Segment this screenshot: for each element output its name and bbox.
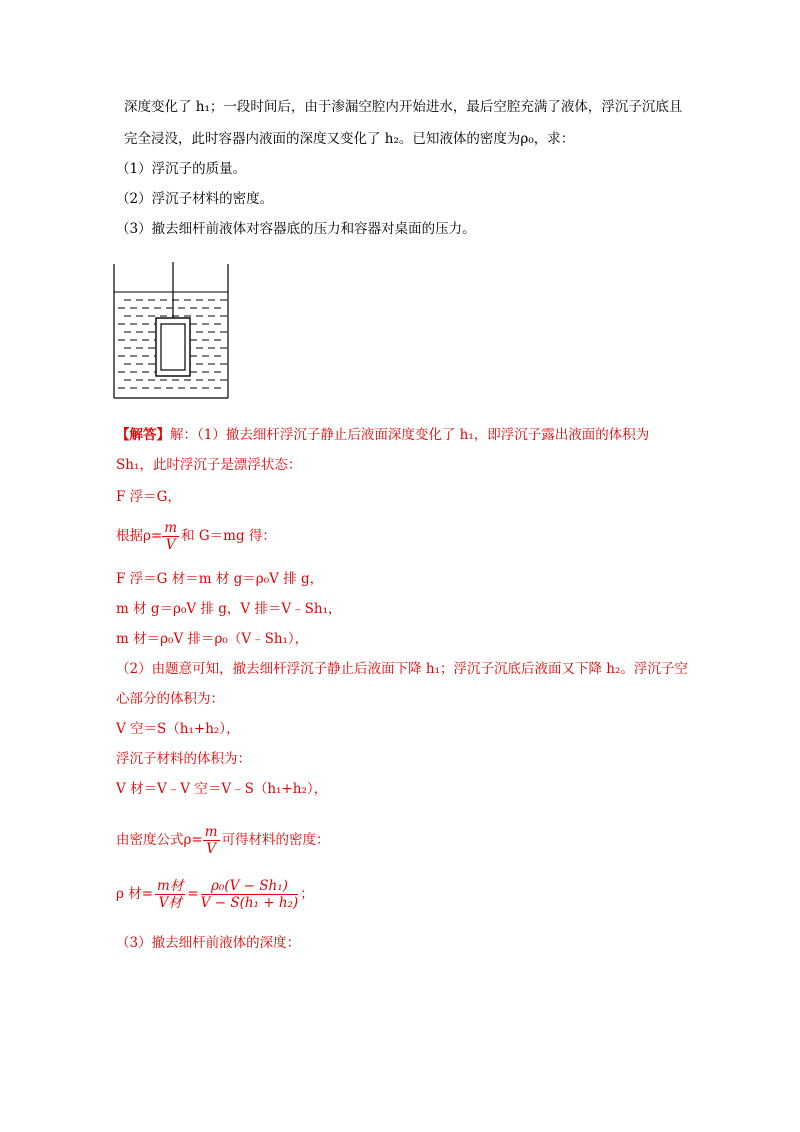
eq2-prefix: 根据ρ= bbox=[116, 528, 163, 544]
result-numerator: ρ₀(V − Sh₁) bbox=[201, 878, 299, 895]
question-part-3: （3）撤去细杆前液体对容器底的压力和容器对桌面的压力。 bbox=[116, 221, 476, 237]
equation-density-line bbox=[116, 520, 276, 553]
equation-4: m 材 g＝ρ₀V 排 g，V 排＝V﹣Sh₁， bbox=[116, 601, 342, 617]
answer-tag: 【解答】 bbox=[116, 427, 170, 443]
fraction-denominator: V bbox=[165, 537, 176, 553]
eq9-suffix: ； bbox=[300, 886, 314, 902]
equation-7: V 材＝V﹣V 空＝V﹣S（h₁+h₂）， bbox=[116, 781, 328, 797]
fraction-denominator-2: V bbox=[206, 841, 217, 857]
fraction-numerator: m bbox=[164, 520, 178, 536]
question-part-2: （2）浮沉子材料的密度。 bbox=[116, 191, 274, 207]
question-line-1: 深度变化了 h₁；一段时间后，由于渗漏空腔内开始进水，最后空腔充满了液体，浮沉子沉底且 bbox=[124, 99, 683, 115]
equation-3: F 浮＝G 材＝m 材 g＝ρ₀V 排 g， bbox=[116, 571, 324, 587]
material-density-result-fraction bbox=[201, 878, 299, 911]
density-fraction-2 bbox=[203, 824, 220, 857]
volume-denominator: V材 bbox=[158, 895, 182, 911]
answer-part-2-line-2: 心部分的体积为： bbox=[116, 691, 224, 707]
equation-8-line bbox=[116, 824, 330, 857]
answer-text-1: 解：（1）撤去细杆浮沉子静止后液面深度变化了 h₁，即浮沉子露出液面的体积为 bbox=[170, 427, 650, 443]
container-diagram bbox=[112, 262, 232, 402]
eq2-suffix: 和 G＝mg 得： bbox=[181, 528, 276, 544]
eq8-suffix: 可得材料的密度： bbox=[221, 832, 330, 848]
answer-line-1 bbox=[116, 426, 649, 444]
equation-5: m 材＝ρ₀V 排＝ρ₀（V﹣Sh₁）， bbox=[116, 631, 309, 647]
answer-part-3: （3）撤去细杆前液体的深度： bbox=[116, 935, 301, 951]
result-denominator: V − S(h₁ + h₂) bbox=[200, 895, 299, 911]
density-fraction bbox=[162, 520, 179, 553]
answer-part-2-line-1: （2）由题意可知，撤去细杆浮沉子静止后液面下降 h₁；浮沉子沉底后液面又下降 h₂。浮沉子空 bbox=[116, 661, 688, 677]
fraction-numerator-2: m bbox=[204, 824, 218, 840]
equation-9-line bbox=[116, 878, 314, 911]
material-density-fraction bbox=[155, 878, 185, 911]
mass-numerator: m材 bbox=[157, 878, 184, 894]
equation-buoyancy: F 浮＝G， bbox=[116, 489, 181, 505]
question-part-1: （1）浮沉子的质量。 bbox=[116, 161, 247, 177]
eq9-prefix: ρ 材= bbox=[116, 886, 154, 902]
question-line-2: 完全浸没，此时容器内液面的深度又变化了 h₂。已知液体的密度为ρ₀，求： bbox=[124, 131, 575, 147]
equation-6: V 空＝S（h₁+h₂）， bbox=[116, 721, 240, 737]
answer-part-2-line-3: 浮沉子材料的体积为： bbox=[116, 751, 251, 767]
eq8-prefix: 由密度公式ρ= bbox=[116, 832, 203, 848]
answer-line-2: Sh₁，此时浮沉子是漂浮状态： bbox=[116, 457, 302, 473]
float-cavity bbox=[161, 324, 185, 370]
eq9-equals: = bbox=[187, 886, 199, 902]
